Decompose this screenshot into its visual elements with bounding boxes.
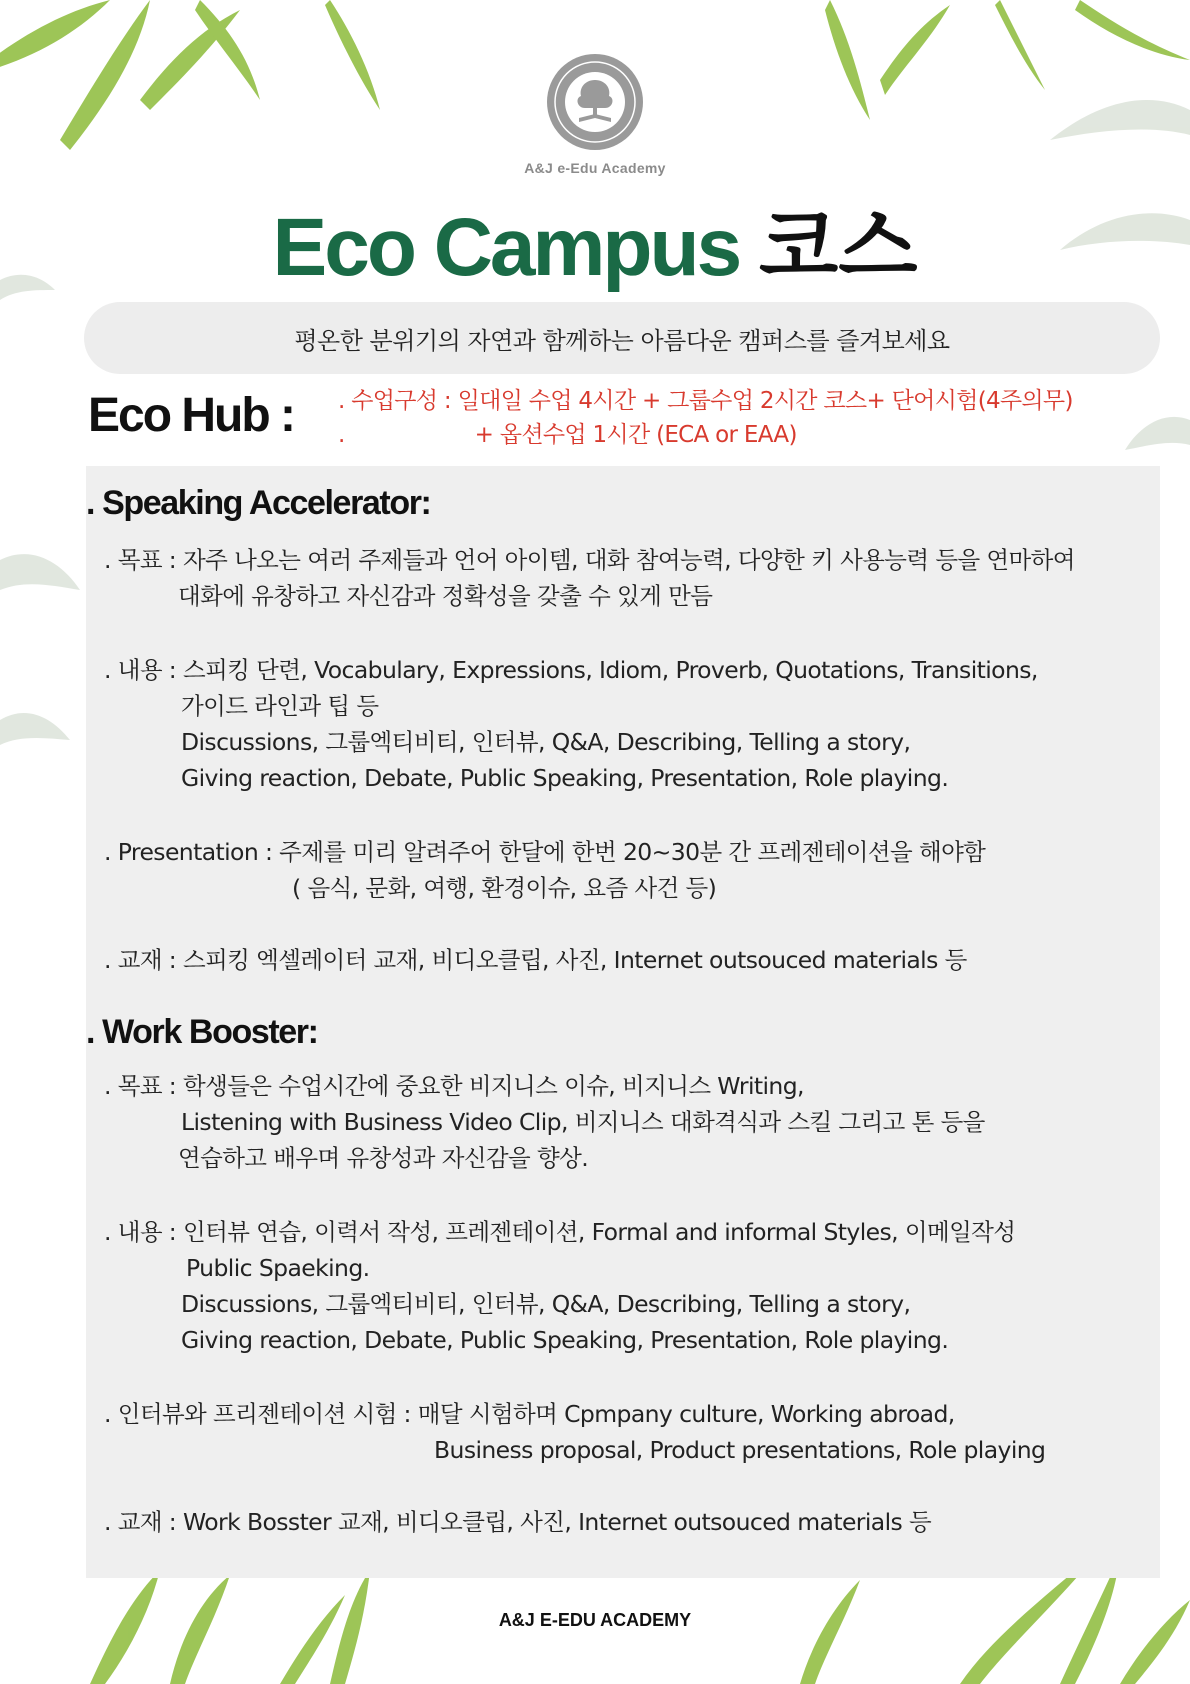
speaking-content: . 내용 : 스피킹 단련, Vocabulary, Expressions, Idiom, Proverb, Quotations, Transitions, 가이드 라인과 팁 등 Discussions, 그룹엑티비티, 인터뷰, Q&A, Describing, Telling a story, Giving reaction, Debate, Public Speaking, Presentation, Role playing. [104, 656, 1038, 792]
subtitle-banner [84, 302, 1160, 374]
work-material: . 교재 : Work Bosster 교재, 비디오클립, 사진, Internet outsouced materials 등 [104, 1508, 932, 1536]
work-goal: . 목표 : 학생들은 수업시간에 중요한 비지니스 이슈, 비지니스 Writing, Listening with Business Video Clip, 비지니스 대화격식과 스킬 그리고 톤 등을 연습하고 배우며 유창성과 자신감을 향상. [104, 1072, 985, 1172]
work-exam: . 인터뷰와 프리젠테이션 시험 : 매달 시험하며 Cpmpany culture, Working abroad, Business proposal, Product presentations, Role playing [104, 1400, 1046, 1464]
page-title-en: Eco Campus [272, 202, 740, 293]
subtitle-text: 평온한 분위기의 자연과 함께하는 아름다운 캠퍼스를 즐겨보세요 [294, 326, 950, 355]
hub-line-1: . 수업구성 : 일대일 수업 4시간 + 그룹수업 2시간 코스+ 단어시험(4주의무) [338, 388, 1073, 414]
page-title [0, 200, 1190, 296]
page-title-ko: 코스 [759, 200, 918, 295]
footer-brand: A&J E-EDU ACADEMY [498, 1610, 692, 1630]
section-title-work: . Work Booster: [86, 1013, 318, 1051]
hub-line-2: . + 옵션수업 1시간 (ECA or EAA) [338, 422, 797, 448]
eco-hub-label: Eco Hub : [88, 389, 294, 442]
section-title-speaking: . Speaking Accelerator: [86, 484, 431, 522]
eco-hub-description [338, 384, 1138, 452]
speaking-material: . 교재 : 스피킹 엑셀레이터 교재, 비디오클립, 사진, Internet outsouced materials 등 [104, 946, 967, 974]
academy-name: A&J e-Edu Academy [524, 160, 666, 176]
speaking-goal: . 목표 : 자주 나오는 여러 주제들과 언어 아이템, 대화 참여능력, 다양한 키 사용능력 등을 연마하여 대화에 유창하고 자신감과 정확성을 갖출 수 있게 만듬 [104, 546, 1075, 610]
speaking-presentation: . Presentation : 주제를 미리 알려주어 한달에 한번 20~30분 간 프레젠테이션을 해야함 ( 음식, 문화, 여행, 환경이슈, 요즘 사건 등) [104, 838, 986, 902]
work-content: . 내용 : 인터뷰 연습, 이력서 작성, 프레젠테이션, Formal and informal Styles, 이메일작성 Public Spaeking. Discussions, 그룹엑티비티, 인터뷰, Q&A, Describing, Telling a story, Giving reaction, Debate, Public Speaking, Presentation, Role playing. [104, 1218, 1016, 1354]
academy-logo [0, 52, 1190, 176]
academy-seal-icon [545, 52, 645, 152]
